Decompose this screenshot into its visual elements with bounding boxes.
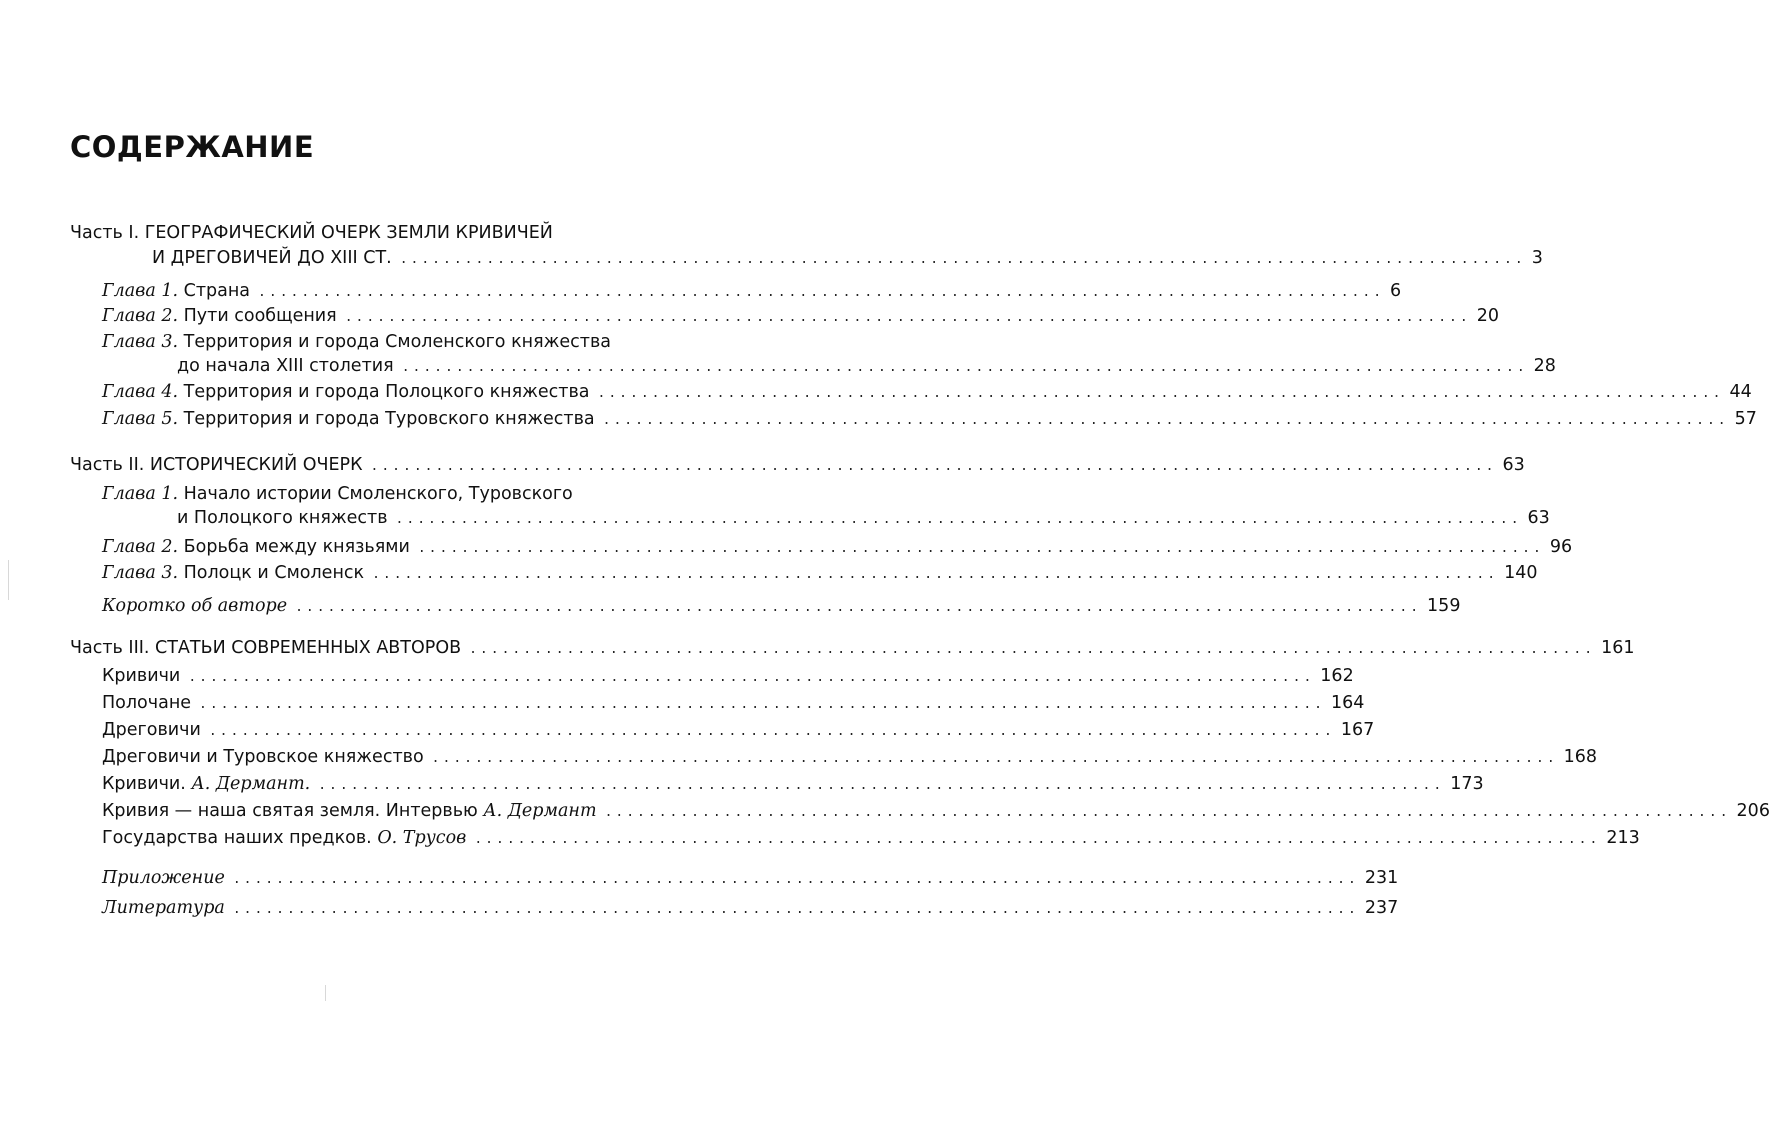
article-title: Кривия — наша святая земля. Интервью xyxy=(102,801,484,821)
chapter-title-line-2: и Полоцкого княжеств xyxy=(177,508,388,528)
toc-article-entry: Дреговичи и Туровское княжество ........................................................................................................ 168 xyxy=(102,745,730,771)
literature-title: Литература xyxy=(102,898,225,918)
toc-chapter-entry: Глава 5. Территория и города Туровского княжества ........................................................................................................ 57 xyxy=(102,407,730,433)
part-1-entry: И ДРЕГОВИЧЕЙ ДО XIII СТ. ........................................................................................................ 3 xyxy=(152,246,730,272)
chapter-prefix: Глава 5. xyxy=(102,409,179,429)
chapter-title: Территория и города Полоцкого княжества xyxy=(183,382,590,402)
article-author: О. Трусов xyxy=(377,828,467,848)
article-title: Государства наших предков. xyxy=(102,828,378,848)
article-title: Полочане xyxy=(102,693,192,713)
chapter-prefix: Глава 1. xyxy=(102,484,179,504)
toc-article-entry: Дреговичи ........................................................................................................ 167 xyxy=(102,718,730,744)
leader-dots: ........................................................................................................ xyxy=(258,285,1385,300)
leader-dots: ........................................................................................................ xyxy=(401,360,1528,375)
chapter-title: Страна xyxy=(183,281,251,301)
toc-chapter-entry: Глава 2. Пути сообщения ........................................................................................................ 20 xyxy=(102,304,730,330)
toc-appendix-entry: Приложение ........................................................................................................ 231 xyxy=(102,866,730,892)
chapter-title: Полоцк и Смоленск xyxy=(183,563,365,583)
leader-dots: ........................................................................................................ xyxy=(199,697,1326,712)
chapter-prefix: Глава 3. xyxy=(102,563,179,583)
part-3-entry: Часть III. СТАТЬИ СОВРЕМЕННЫХ АВТОРОВ ........................................................................................................ 161 xyxy=(70,636,730,662)
chapter-prefix: Глава 2. xyxy=(102,537,179,557)
toc-article-entry: Кривичи. А. Дермант. ........................................................................................................ 173 xyxy=(102,772,730,798)
toc-chapter-title-line-1 xyxy=(102,330,611,354)
leader-dots: ........................................................................................................ xyxy=(395,512,1522,527)
leader-dots: ........................................................................................................ xyxy=(417,541,1544,556)
article-title: Дреговичи xyxy=(102,720,201,740)
leader-dots: ........................................................................................................ xyxy=(431,751,1558,766)
about-author-title: Коротко об авторе xyxy=(102,596,288,616)
leader-dots: ........................................................................................................ xyxy=(232,902,1359,917)
leader-dots: ........................................................................................................ xyxy=(597,386,1724,401)
leader-dots: ........................................................................................................ xyxy=(372,567,1499,582)
chapter-prefix: Глава 3. xyxy=(102,332,179,352)
toc-chapter-entry: Глава 3. Полоцк и Смоленск ........................................................................................................ 140 xyxy=(102,561,730,587)
leader-dots: ........................................................................................................ xyxy=(295,600,1422,615)
toc-article-entry: Кривия — наша святая земля. Интервью А. Дермант ........................................................................................................ 206 xyxy=(102,799,730,825)
page-title: СОДЕРЖАНИЕ xyxy=(70,130,315,164)
leader-dots: ........................................................................................................ xyxy=(344,310,1471,325)
chapter-prefix: Глава 1. xyxy=(102,281,179,301)
scan-mark xyxy=(325,985,326,1001)
chapter-title-line-2: до начала XIII столетия xyxy=(177,356,394,376)
chapter-prefix: Глава 4. xyxy=(102,382,179,402)
chapter-title: Территория и города Смоленского княжества xyxy=(183,332,611,352)
toc-chapter-title-line-1 xyxy=(102,482,573,506)
chapter-title: Пути сообщения xyxy=(183,306,337,326)
leader-dots: ........................................................................................................ xyxy=(399,252,1526,267)
toc-article-entry: Кривичи ........................................................................................................ 162 xyxy=(102,664,730,690)
leader-dots: ........................................................................................................ xyxy=(208,724,1335,739)
leader-dots: ........................................................................................................ xyxy=(188,670,1315,685)
chapter-title: Борьба между князьями xyxy=(183,537,410,557)
part-1-title-line-2: И ДРЕГОВИЧЕЙ ДО XIII СТ. xyxy=(152,248,392,268)
leader-dots: ........................................................................................................ xyxy=(474,832,1601,847)
article-author: А. Дермант. xyxy=(191,774,311,794)
leader-dots: ........................................................................................................ xyxy=(469,642,1596,657)
appendix-title: Приложение xyxy=(102,868,225,888)
leader-dots: ........................................................................................................ xyxy=(604,805,1731,820)
article-title: Кривичи xyxy=(102,666,181,686)
article-title: Кривичи. xyxy=(102,774,192,794)
toc-article-entry: Государства наших предков. О. Трусов ........................................................................................................ 213 xyxy=(102,826,730,852)
toc-chapter-entry: до начала XIII столетия ........................................................................................................ 28 xyxy=(177,354,730,380)
leader-dots: ........................................................................................................ xyxy=(370,459,1497,474)
article-author: А. Дермант xyxy=(483,801,597,821)
toc-chapter-entry: и Полоцкого княжеств ........................................................................................................ 63 xyxy=(177,506,730,532)
leader-dots: ........................................................................................................ xyxy=(318,778,1445,793)
toc-chapter-entry: Глава 2. Борьба между князьями ........................................................................................................ 96 xyxy=(102,535,730,561)
part-3-title: Часть III. СТАТЬИ СОВРЕМЕННЫХ АВТОРОВ xyxy=(70,638,462,658)
part-2-title: Часть II. ИСТОРИЧЕСКИЙ ОЧЕРК xyxy=(70,455,363,475)
scan-margin-mark xyxy=(8,560,9,600)
toc-chapter-entry: Глава 1. Страна ........................................................................................................ 6 xyxy=(102,279,730,305)
article-title: Дреговичи и Туровское княжество xyxy=(102,747,424,767)
toc-literature-entry: Литература ........................................................................................................ 237 xyxy=(102,896,730,922)
part-2-entry: Часть II. ИСТОРИЧЕСКИЙ ОЧЕРК ........................................................................................................ 63 xyxy=(70,453,730,479)
chapter-title: Территория и города Туровского княжества xyxy=(183,409,595,429)
toc-about-entry: Коротко об авторе ........................................................................................................ 159 xyxy=(102,594,730,620)
leader-dots: ........................................................................................................ xyxy=(232,872,1359,887)
toc-article-entry: Полочане ........................................................................................................ 164 xyxy=(102,691,730,717)
part-1-title-line-1: Часть I. ГЕОГРАФИЧЕСКИЙ ОЧЕРК ЗЕМЛИ КРИВИЧЕЙ xyxy=(70,223,553,243)
toc-chapter-entry: Глава 4. Территория и города Полоцкого княжества ........................................................................................................ 44 xyxy=(102,380,730,406)
chapter-prefix: Глава 2. xyxy=(102,306,179,326)
leader-dots: ........................................................................................................ xyxy=(602,413,1729,428)
chapter-title: Начало истории Смоленского, Туровского xyxy=(183,484,573,504)
